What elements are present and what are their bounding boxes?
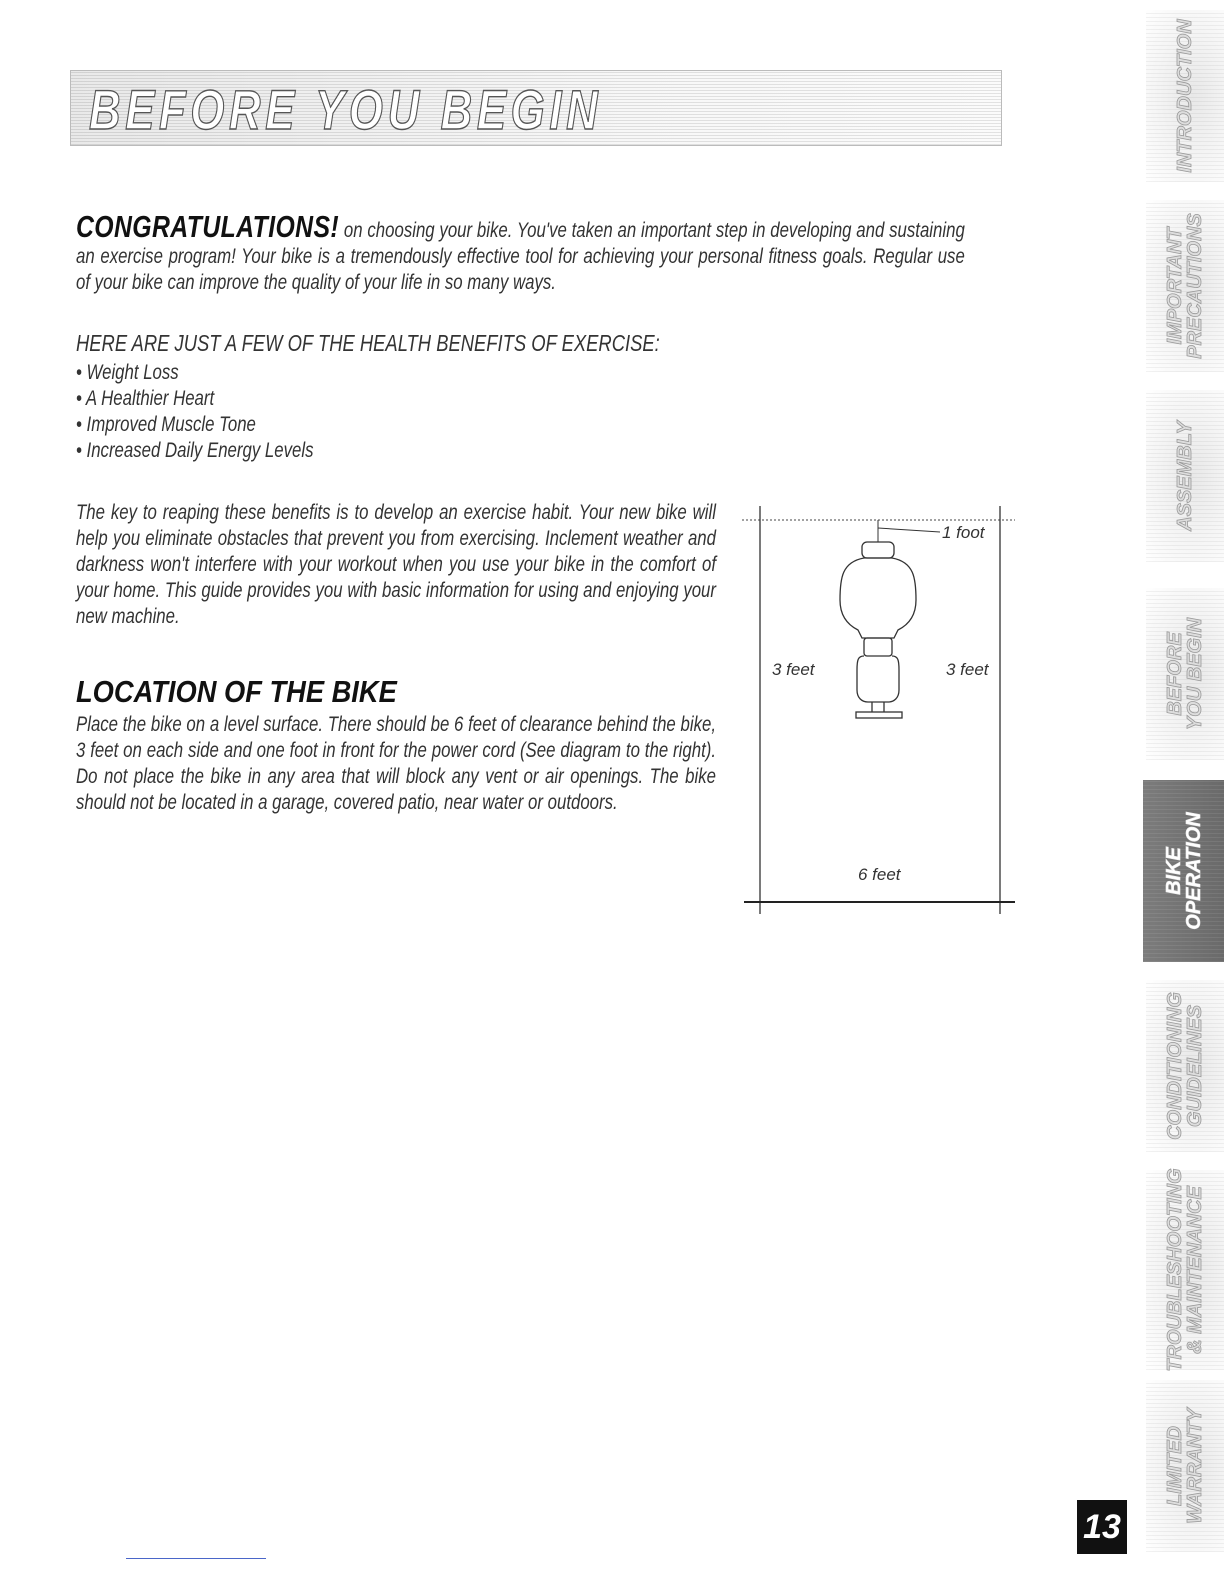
benefits-list: [76, 360, 313, 464]
bike-outline: [840, 542, 916, 718]
list-item: • Improved Muscle Tone: [76, 413, 256, 436]
tab-assembly[interactable]: ASSEMBLY: [1146, 390, 1224, 562]
tab-before-you-begin[interactable]: BEFORE YOU BEGIN: [1146, 588, 1224, 760]
tab-limited-warranty[interactable]: LIMITED WARRANTY: [1146, 1380, 1224, 1552]
tab-conditioning-guidelines[interactable]: CONDITIONING GUIDELINES: [1146, 980, 1224, 1152]
benefits-heading: HERE ARE JUST A FEW OF THE HEALTH BENEFITS OF EXERCISE:: [76, 330, 660, 356]
section-title: BEFORE YOU BEGIN: [89, 78, 603, 141]
clearance-diagram: [740, 500, 1020, 920]
location-paragraph: Place the bike on a level surface. There should be 6 feet of clearance behind the bike, 3 feet on each side and one foot in front for the power cord (See diagram to the right). Do not place the bike in any area that will block any vent or air openings. The bike should not be located in a garage, covered patio, near water or outdoors.: [76, 713, 716, 814]
key-paragraph: The key to reaping these benefits is to develop an exercise habit. Your new bike will help you eliminate obstacles that prevent you from exercising. Inclement weather and darkness won't interfere with your workout when you use your bike in the comfort of your home. This guide provides you with basic information for using and enjoying your new machine.: [76, 501, 716, 628]
tab-troubleshooting-maintenance[interactable]: TROUBLESHOOTING & MAINTENANCE: [1146, 1170, 1224, 1370]
list-item: • A Healthier Heart: [76, 387, 215, 410]
footer-divider: [126, 1558, 266, 1559]
intro-paragraph: [76, 209, 965, 296]
list-item: • Increased Daily Energy Levels: [76, 439, 314, 462]
tab-bike-operation[interactable]: BIKE OPERATION: [1143, 780, 1224, 962]
tab-introduction[interactable]: INTRODUCTION: [1146, 10, 1224, 182]
left-clearance-label: 3 feet: [772, 660, 815, 679]
list-item: • Weight Loss: [76, 361, 179, 384]
page-number: 13: [1077, 1500, 1127, 1554]
intro-heading: CONGRATULATIONS!: [76, 209, 340, 244]
front-clearance-label: 1 foot: [942, 523, 985, 542]
right-clearance-label: 3 feet: [946, 660, 989, 679]
section-banner: [70, 70, 1002, 146]
rear-clearance-label: 6 feet: [858, 865, 901, 884]
front-clearance-leader: [878, 528, 940, 532]
tab-important-precautions[interactable]: IMPORTANT PRECAUTIONS: [1146, 200, 1224, 372]
location-heading: LOCATION OF THE BIKE: [76, 674, 397, 709]
intro-text: on choosing your bike. You've taken an important step in developing and sustaining an exercise program! Your bike is a tremendously effective tool for achieving your personal fitness goals. Regular use of your bike can improve the quality of your life in so many ways.: [76, 219, 965, 294]
